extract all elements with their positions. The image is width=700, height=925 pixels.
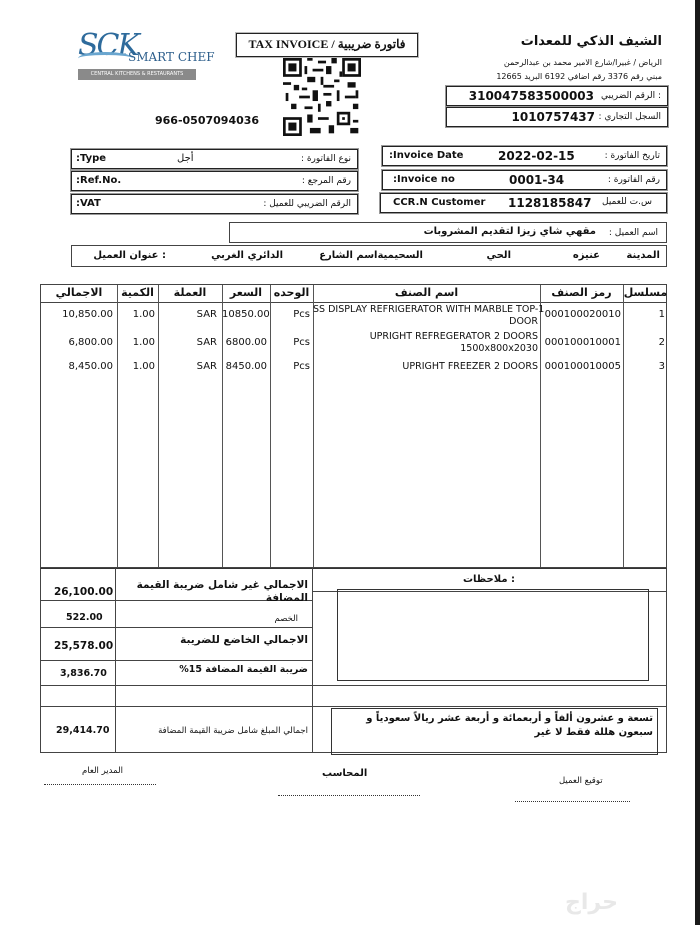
customer-address-label: : عنوان العميل (93, 250, 166, 261)
row-qty: 1.00 (132, 337, 155, 348)
header-item-code: رمز الصنف (551, 286, 612, 299)
info-invoice-no (382, 170, 667, 190)
district-value: الدائري الغربي (211, 250, 283, 261)
ref-label-en: :Ref.No. (76, 175, 122, 186)
company-tax-label: : الرقم الضريبي (601, 91, 661, 101)
logo-name: SMART CHEF (128, 50, 215, 64)
row-item-name-cont: 1500x800x2030 (460, 343, 538, 354)
row-price: 10850.00 (222, 309, 270, 320)
company-address-line2: مبني رقم 3376 رقم اضافي 6192 البريد 12665 (496, 72, 662, 81)
invoice-no-label-ar: رقم الفاتورة : (607, 175, 660, 185)
row-price: 6800.00 (225, 337, 267, 348)
row-item-name: UPRIGHT REFREGERATOR 2 DOORS (369, 331, 538, 342)
row-currency: SAR (196, 337, 217, 348)
header-serial: مسلسل (623, 286, 668, 299)
logo-tagline: CENTRAL KITCHENS & RESTAURANTS EQUIPMENT (78, 69, 196, 80)
vat-label-en: :VAT (76, 198, 101, 209)
company-name: الشيف الذكي للمعدات (520, 34, 662, 49)
row-item-name: SS DISPLAY REFRIGERATOR WITH MARBLE TOP-1 (313, 304, 545, 315)
notes-label: : ملاحظات (462, 574, 515, 585)
row-serial: 3 (658, 361, 665, 372)
row-qty: 1.00 (132, 361, 155, 372)
city-value: عنيزه (572, 250, 600, 261)
logo-wave-icon (78, 52, 133, 65)
info-ref-no (71, 171, 358, 191)
ccr-value: 1128185847 (508, 196, 592, 210)
row-unit: Pcs (293, 309, 310, 320)
customer-name: مقهي شاي زيزا لتقديم المشروبات (423, 226, 596, 237)
row-currency: SAR (196, 309, 217, 320)
ccr-label-ar: س.ت للعميل (602, 197, 652, 207)
row-total: 6,800.00 (68, 337, 113, 348)
signature-customer-line[interactable] (515, 801, 630, 802)
ref-label-ar: رقم المرجع : (301, 176, 351, 186)
row-qty: 1.00 (132, 309, 155, 320)
signature-customer-label: توقيع العميل (559, 776, 603, 786)
header-price: السعر (229, 286, 263, 299)
row-unit: Pcs (293, 337, 310, 348)
header-qty: الكمية (121, 286, 154, 299)
header-currency: العملة (173, 286, 207, 299)
watermark: حراج (565, 890, 618, 915)
notes-field[interactable] (337, 589, 649, 681)
items-table (40, 284, 667, 568)
vat-amount-label: ضريبة القيمة المضافة 15% (179, 664, 308, 675)
info-ccr-customer (380, 193, 667, 213)
company-tax-box (446, 86, 668, 106)
discount-value: 522.00 (66, 612, 103, 623)
window-edge (695, 0, 700, 925)
qr-code-icon (283, 58, 361, 136)
vat-amount: 3,836.70 (60, 668, 107, 679)
company-tax-number: 310047583500003 (468, 89, 594, 103)
type-label-en: :Type (76, 153, 107, 164)
amount-in-words: تسعة و عشرون ألفاً و أربعمائة و أربعة عشر ريالاً سعودياً و سبعون هللة فقط لا غير (366, 713, 653, 738)
row-total: 10,850.00 (62, 309, 113, 320)
info-type (71, 149, 358, 169)
company-phone: 966-0507094036 (155, 114, 260, 127)
taxable-value: 25,578.00 (54, 640, 114, 652)
discount-label: الخصم (274, 614, 298, 624)
city-label: المدينة (626, 250, 660, 261)
company-cr-number: 1010757437 (511, 110, 595, 124)
invoice-date-label-en: :Invoice Date (389, 150, 464, 161)
row-item-code: 000100020010 (544, 309, 621, 320)
company-cr-label: السجل التجاري : (598, 112, 661, 122)
company-address-line1: الرياض / غبيرا/شارع الامير محمد بن عبدالرحمن (503, 58, 662, 67)
subtotal-label: الاجمالي غير شامل ضريبة القيمة المضافة (136, 579, 308, 604)
logo-mark: SCK (78, 28, 138, 63)
signature-manager-line[interactable] (44, 784, 156, 785)
row-price: 8450.00 (225, 361, 267, 372)
company-cr-box (446, 107, 668, 127)
invoice-no-value: 0001-34 (509, 173, 565, 187)
invoice-date-value: 2022-02-15 (498, 149, 575, 163)
document-title: TAX INVOICE / فاتورة ضريبية (236, 33, 418, 57)
district-label: الحي (486, 250, 511, 261)
grand-total-label: اجمالي المبلغ شامل ضريبة القيمة المضافة (158, 726, 308, 736)
header-total: الاجمالي (55, 286, 103, 299)
row-item-name: UPRIGHT FREEZER 2 DOORS (402, 361, 538, 372)
row-serial: 2 (658, 337, 665, 348)
row-currency: SAR (196, 361, 217, 372)
customer-address-box (71, 245, 667, 267)
row-unit: Pcs (293, 361, 310, 372)
signature-manager-label: المدير العام (82, 766, 123, 776)
row-item-code: 000100010001 (544, 337, 621, 348)
vat-label-ar: الرقم الضريبي للعميل : (263, 199, 351, 209)
info-invoice-date (382, 146, 667, 166)
type-value: أجل (177, 153, 194, 164)
customer-name-label: اسم العميل : (608, 228, 658, 238)
header-unit: الوحده (273, 286, 310, 299)
street-value: السحيميةاسم الشارع (319, 250, 423, 261)
invoice-date-label-ar: تاريخ الفاتورة : (604, 151, 660, 161)
type-label-ar: نوع الفاتورة : (300, 154, 351, 164)
signature-accountant-line[interactable] (278, 795, 420, 796)
header-item-name: اسم الصنف (394, 286, 459, 299)
taxable-label: الاجمالي الخاضع للضريبة (180, 634, 308, 646)
info-vat (71, 194, 358, 214)
subtotal-value: 26,100.00 (54, 586, 114, 598)
ccr-label-en: CCR.N Customer (393, 197, 486, 208)
invoice-no-label-en: :Invoice no (393, 174, 455, 185)
row-serial: 1 (658, 309, 665, 320)
signature-accountant-label: المحاسب (322, 768, 368, 779)
customer-name-box (229, 222, 667, 243)
grand-total-value: 29,414.70 (56, 725, 110, 736)
amount-in-words-box (331, 708, 658, 755)
row-item-name-cont: DOOR (509, 316, 538, 327)
row-item-code: 000100010005 (544, 361, 621, 372)
row-total: 8,450.00 (68, 361, 113, 372)
